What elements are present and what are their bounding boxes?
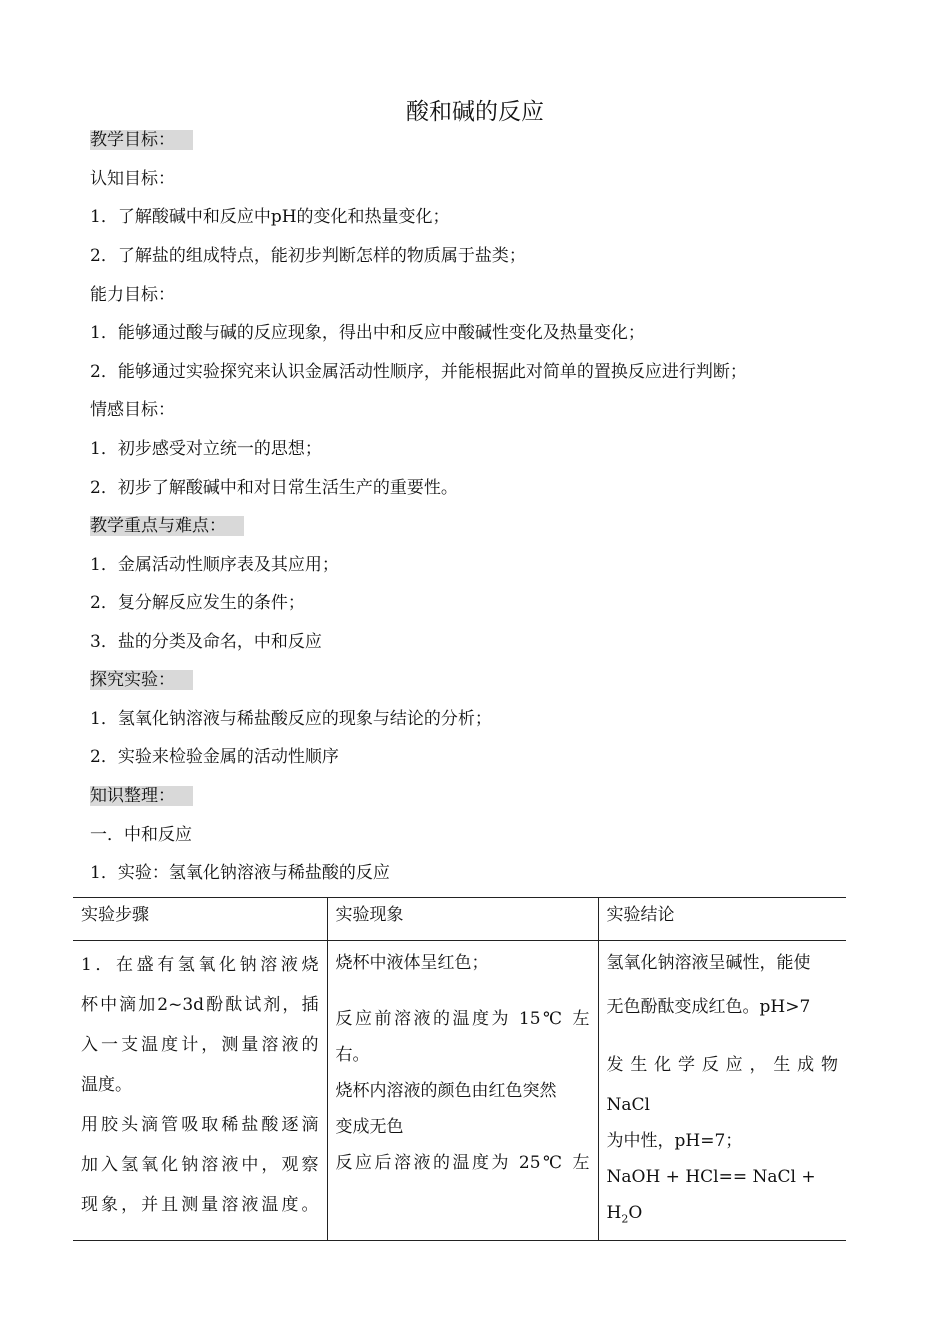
step-line: 杯中滴加2~3d酚酞试剂，插	[81, 995, 319, 1015]
table-row	[73, 941, 846, 1241]
phenomenon-line: 变成无色	[335, 1117, 404, 1137]
knowledge-item-1: 1．实验：氢氧化钠溶液与稀盐酸的反应	[90, 863, 390, 883]
header-conclusions: 实验结论	[598, 898, 846, 941]
exp-item-1: 1．氢氧化钠溶液与稀盐酸反应的现象与结论的分析；	[90, 709, 492, 729]
step-line: 温度。	[81, 1075, 132, 1095]
knowledge-part-1: 一．中和反应	[90, 825, 192, 845]
conclusion-line: 发生化学反应，生成物	[606, 1055, 838, 1075]
cognitive-item-1: 1．了解酸碱中和反应中pH的变化和热量变化；	[90, 207, 450, 227]
conclusion-line: 为中性，pH=7；	[606, 1131, 743, 1151]
ability-item-2: 2．能够通过实验探究来认识金属活动性顺序，并能根据此对简单的置换反应进行判断；	[90, 362, 747, 382]
step-line: 用胶头滴管吸取稀盐酸逐滴	[81, 1115, 319, 1135]
emotion-item-1: 1．初步感受对立统一的思想；	[90, 439, 322, 459]
key-item-1: 1．金属活动性顺序表及其应用；	[90, 555, 339, 575]
knowledge-heading: 知识整理：	[90, 784, 193, 808]
key-heading: 教学重点与难点：	[90, 514, 244, 538]
ability-heading: 能力目标：	[90, 285, 175, 305]
step-line: 入一支温度计，测量溶液的	[81, 1035, 319, 1055]
step-line: 加入氢氧化钠溶液中，观察	[81, 1155, 319, 1175]
emotion-item-2: 2．初步了解酸碱中和对日常生活生产的重要性。	[90, 478, 458, 498]
steps-cell	[73, 941, 327, 1241]
phenomena-cell	[327, 941, 598, 1241]
emotion-heading: 情感目标：	[90, 400, 175, 420]
conclusions-cell	[598, 941, 846, 1241]
conclusion-line: NaCl	[606, 1095, 650, 1115]
document-title: 酸和碱的反应	[406, 99, 544, 125]
step-line: 1．在盛有氢氧化钠溶液烧	[81, 955, 319, 975]
exp-item-2: 2．实验来检验金属的活动性顺序	[90, 747, 339, 767]
exp-heading: 探究实验：	[90, 668, 193, 692]
header-phenomena: 实验现象	[327, 898, 598, 941]
conclusion-line: 氢氧化钠溶液呈碱性，能使	[606, 953, 811, 973]
phenomenon-line: 反应前溶液的温度为 15℃ 左	[335, 1009, 590, 1029]
step-line: 现象，并且测量溶液温度。	[81, 1195, 319, 1215]
experiment-table	[73, 897, 846, 1241]
goals-heading: 教学目标：	[90, 128, 193, 152]
table-header-row	[73, 898, 846, 941]
key-item-3: 3．盐的分类及命名，中和反应	[90, 632, 322, 652]
cognitive-heading: 认知目标：	[90, 169, 175, 189]
header-steps: 实验步骤	[73, 898, 327, 941]
key-item-2: 2．复分解反应发生的条件；	[90, 593, 305, 613]
phenomenon-line: 烧杯中液体呈红色；	[335, 953, 489, 973]
phenomenon-line: 反应后溶液的温度为 25℃ 左	[335, 1153, 590, 1173]
phenomenon-line: 右。	[335, 1045, 370, 1065]
equation-line: NaOH + HCl== NaCl + $H_2O$	[606, 1167, 816, 1226]
phenomenon-line: 烧杯内溶液的颜色由红色突然	[335, 1081, 557, 1101]
conclusion-line: 无色酚酞变成红色。pH>7	[606, 997, 811, 1017]
ability-item-1: 1．能够通过酸与碱的反应现象，得出中和反应中酸碱性变化及热量变化；	[90, 323, 645, 343]
cognitive-item-2: 2．了解盐的组成特点，能初步判断怎样的物质属于盐类；	[90, 246, 526, 266]
